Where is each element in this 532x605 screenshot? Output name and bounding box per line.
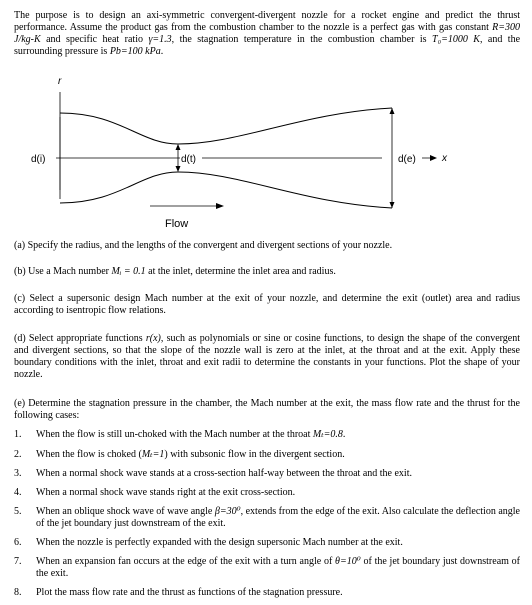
case-text — [36, 537, 520, 549]
question-c: (c) Select a supersonic design Mach number at the exit of your nozzle, and determine the exit (outlet) area and radius according to isentropic flow relations. — [14, 293, 520, 316]
nozzle-lower-wall — [60, 172, 392, 208]
intro-text: and specific heat ratio — [40, 34, 149, 45]
exit-diameter-label: d(e) — [398, 154, 416, 165]
x-axis-label: x — [442, 153, 447, 164]
gas-constant: R=300 J/kg-K — [14, 22, 520, 45]
intro-text: . — [160, 46, 164, 57]
case-number: 7. — [14, 556, 22, 567]
throat-arrow-down — [176, 166, 181, 172]
surrounding-pressure: Pb=100 kPa — [109, 46, 161, 57]
question-b-text: at the inlet, determine the inlet area and radius. — [145, 266, 336, 277]
case-text-part: When the nozzle is perfectly expanded with the design supersonic Mach number at the exit. — [36, 537, 403, 548]
question-d-text: (d) Select appropriate functions — [14, 333, 146, 344]
case-text-part: . — [342, 429, 346, 440]
flow-label: Flow — [165, 218, 189, 230]
case-number: 1. — [14, 429, 22, 440]
case-text — [36, 449, 520, 461]
case-text — [36, 506, 520, 530]
case-math: Mₜ=1 — [141, 449, 165, 460]
specific-heat-ratio: γ=1.3 — [148, 34, 172, 45]
case-number: 5. — [14, 506, 22, 517]
exit-arrow-up — [390, 108, 395, 114]
intro-text: , the stagnation temperature in the combustion chamber is — [171, 34, 433, 45]
question-b — [14, 266, 520, 278]
throat-diameter-label: d(t) — [181, 154, 196, 165]
throat-arrow-up — [176, 144, 181, 150]
case-text — [36, 556, 520, 580]
x-axis-arrowhead — [430, 155, 437, 161]
question-e: (e) Determine the stagnation pressure in the chamber, the Mach number at the exit, the mass flow rate and the thrust for the following cases: — [14, 398, 520, 421]
case-text-part: When an oblique shock wave of wave angle — [36, 506, 215, 517]
case-text-part: ) with subsonic flow in the divergent section. — [164, 449, 345, 460]
case-math: Mₜ=0.8 — [312, 429, 343, 440]
question-b-text: (b) Use a Mach number — [14, 266, 112, 277]
nozzle-upper-wall — [60, 108, 392, 144]
question-d — [14, 333, 520, 381]
exit-arrow-down — [390, 202, 395, 208]
r-axis-label: r — [58, 76, 62, 87]
question-a: (a) Specify the radius, and the lengths of the convergent and divergent sections of your nozzle. — [14, 240, 393, 251]
case-number: 2. — [14, 449, 22, 460]
case-math: β=30⁰ — [214, 506, 241, 517]
case-text-part: When a normal shock wave stands at a cross-section half-way between the throat and the exit. — [36, 468, 412, 479]
flow-arrowhead — [216, 203, 224, 209]
case-text-part: , extends from the edge of the exit. Also calculate the deflection angle of the jet boundary just downstream of the exit. — [36, 506, 520, 529]
inlet-mach-number: Mᵢ = 0.1 — [111, 266, 146, 277]
stagnation-temperature: T₀=1000 K — [432, 34, 480, 45]
intro-paragraph — [14, 10, 520, 58]
question-d-text: , such as polynomials or sine or cosine functions, to design the shape of the convergent and divergent sections, so that the slope of the nozzle wall is zero at the inlet, at the throat and at the exit. Apply these boundary conditions with the inlet, throat and exit radii to determine the constants in your functions. Plot the shape of your nozzle. — [14, 333, 520, 380]
case-text-part: When the flow is still un-choked with the Mach number at the throat — [36, 429, 313, 440]
radius-function: r(x) — [145, 333, 161, 344]
case-number: 4. — [14, 487, 22, 498]
case-math: θ=10⁰ — [335, 556, 361, 567]
case-text-part: When an expansion fan occurs at the edge of the exit with a turn angle of — [36, 556, 336, 567]
case-text-part: When a normal shock wave stands right at the exit cross-section. — [36, 487, 296, 498]
case-number: 8. — [14, 587, 22, 598]
nozzle-figure — [0, 72, 532, 232]
case-text-part: Plot the mass flow rate and the thrust as functions of the stagnation pressure. — [36, 587, 343, 598]
case-text — [36, 429, 520, 441]
case-number: 6. — [14, 537, 22, 548]
case-number: 3. — [14, 468, 22, 479]
intro-text: , and the surrounding pressure is — [14, 34, 521, 57]
case-text — [36, 468, 520, 480]
case-text-part: of the jet boundary just downstream of the exit. — [36, 556, 520, 579]
inlet-diameter-label: d(i) — [31, 154, 46, 165]
case-text-part: When the flow is choked ( — [36, 449, 142, 460]
intro-text: The purpose is to design an axi-symmetric convergent-divergent nozzle for a rocket engine and predict the thrust performance. Assume the product gas from the combustion chamber to the nozzle is a perfect gas with gas constant — [14, 10, 520, 33]
case-text — [36, 487, 520, 499]
case-text — [36, 587, 520, 599]
